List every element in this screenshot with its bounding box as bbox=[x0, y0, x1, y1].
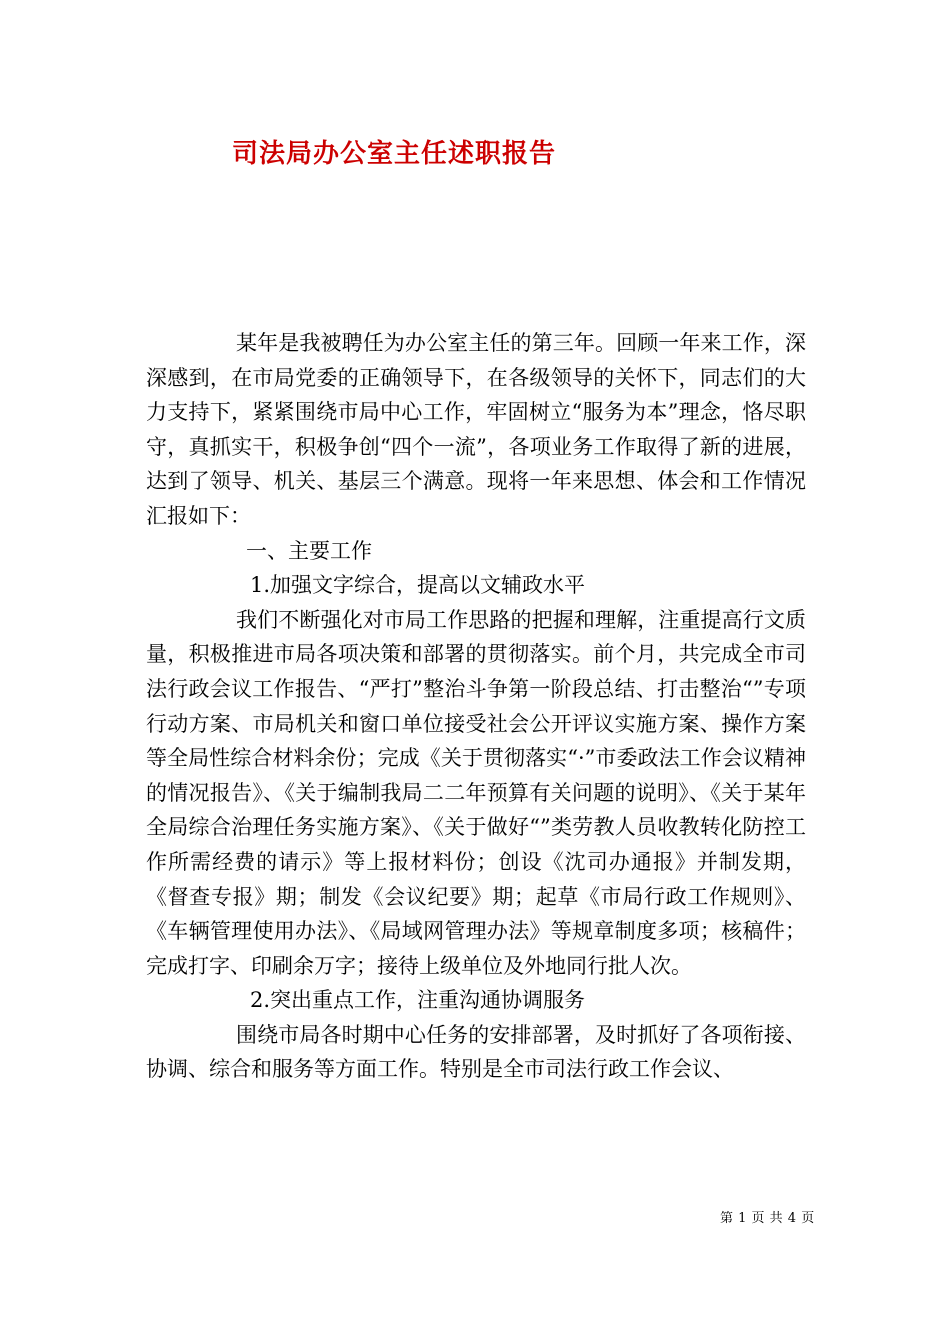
page-number-footer: 第 1 页 共 4 页 bbox=[720, 1211, 815, 1226]
subsection-heading-2: 2.突出重点工作，注重沟通协调服务 bbox=[250, 988, 586, 1013]
document-body bbox=[146, 326, 806, 1087]
subsection-heading-1: 1.加强文字综合，提高以文辅政水平 bbox=[250, 573, 586, 598]
document-title: 司法局办公室主任述职报告 bbox=[232, 139, 557, 169]
subsection-2-paragraph: 围绕市局各时期中心任务的安排部署，及时抓好了各项衔接、协调、综合和服务等方面工作。特别是全市司法行政工作会议、 bbox=[146, 1022, 806, 1082]
subsection-1-paragraph: 我们不断强化对市局工作思路的把握和理解，注重提高行文质量，积极推进市局各项决策和部署的贯彻落实。前个月，共完成全市司法行政会议工作报告、“严打”整治斗争第一阶段总结、打击整治“”专项行动方案、市局机关和窗口单位接受社会公开评议实施方案、操作方案等全局性综合材料余份；完成《关于贯彻落实“·”市委政法工作会议精神的情况报告》、《关于编制我局二二年预算有关问题的说明》、《关于某年全局综合治理任务实施方案》、《关于做好“”类劳教人员收教转化防控工作所需经费的请示》等上报材料份；创设《沈司办通报》并制发期，《督查专报》期；制发《会议纪要》期；起草《市局行政工作规则》、《车辆管理使用办法》、《局域网管理办法》等规章制度多项；核稿件；完成打字、印刷余万字；接待上级单位及外地同行批人次。 bbox=[146, 607, 806, 978]
intro-paragraph: 某年是我被聘任为办公室主任的第三年。回顾一年来工作，深深感到，在市局党委的正确领导下，在各级领导的关怀下，同志们的大力支持下，紧紧围绕市局中心工作，牢固树立“服务为本”理念，恪尽职守，真抓实干，积极争创“四个一流”，各项业务工作取得了新的进展，达到了领导、机关、基层三个满意。现将一年来思想、体会和工作情况汇报如下： bbox=[146, 331, 806, 528]
section-heading-main-work: 一、主要工作 bbox=[246, 538, 372, 563]
